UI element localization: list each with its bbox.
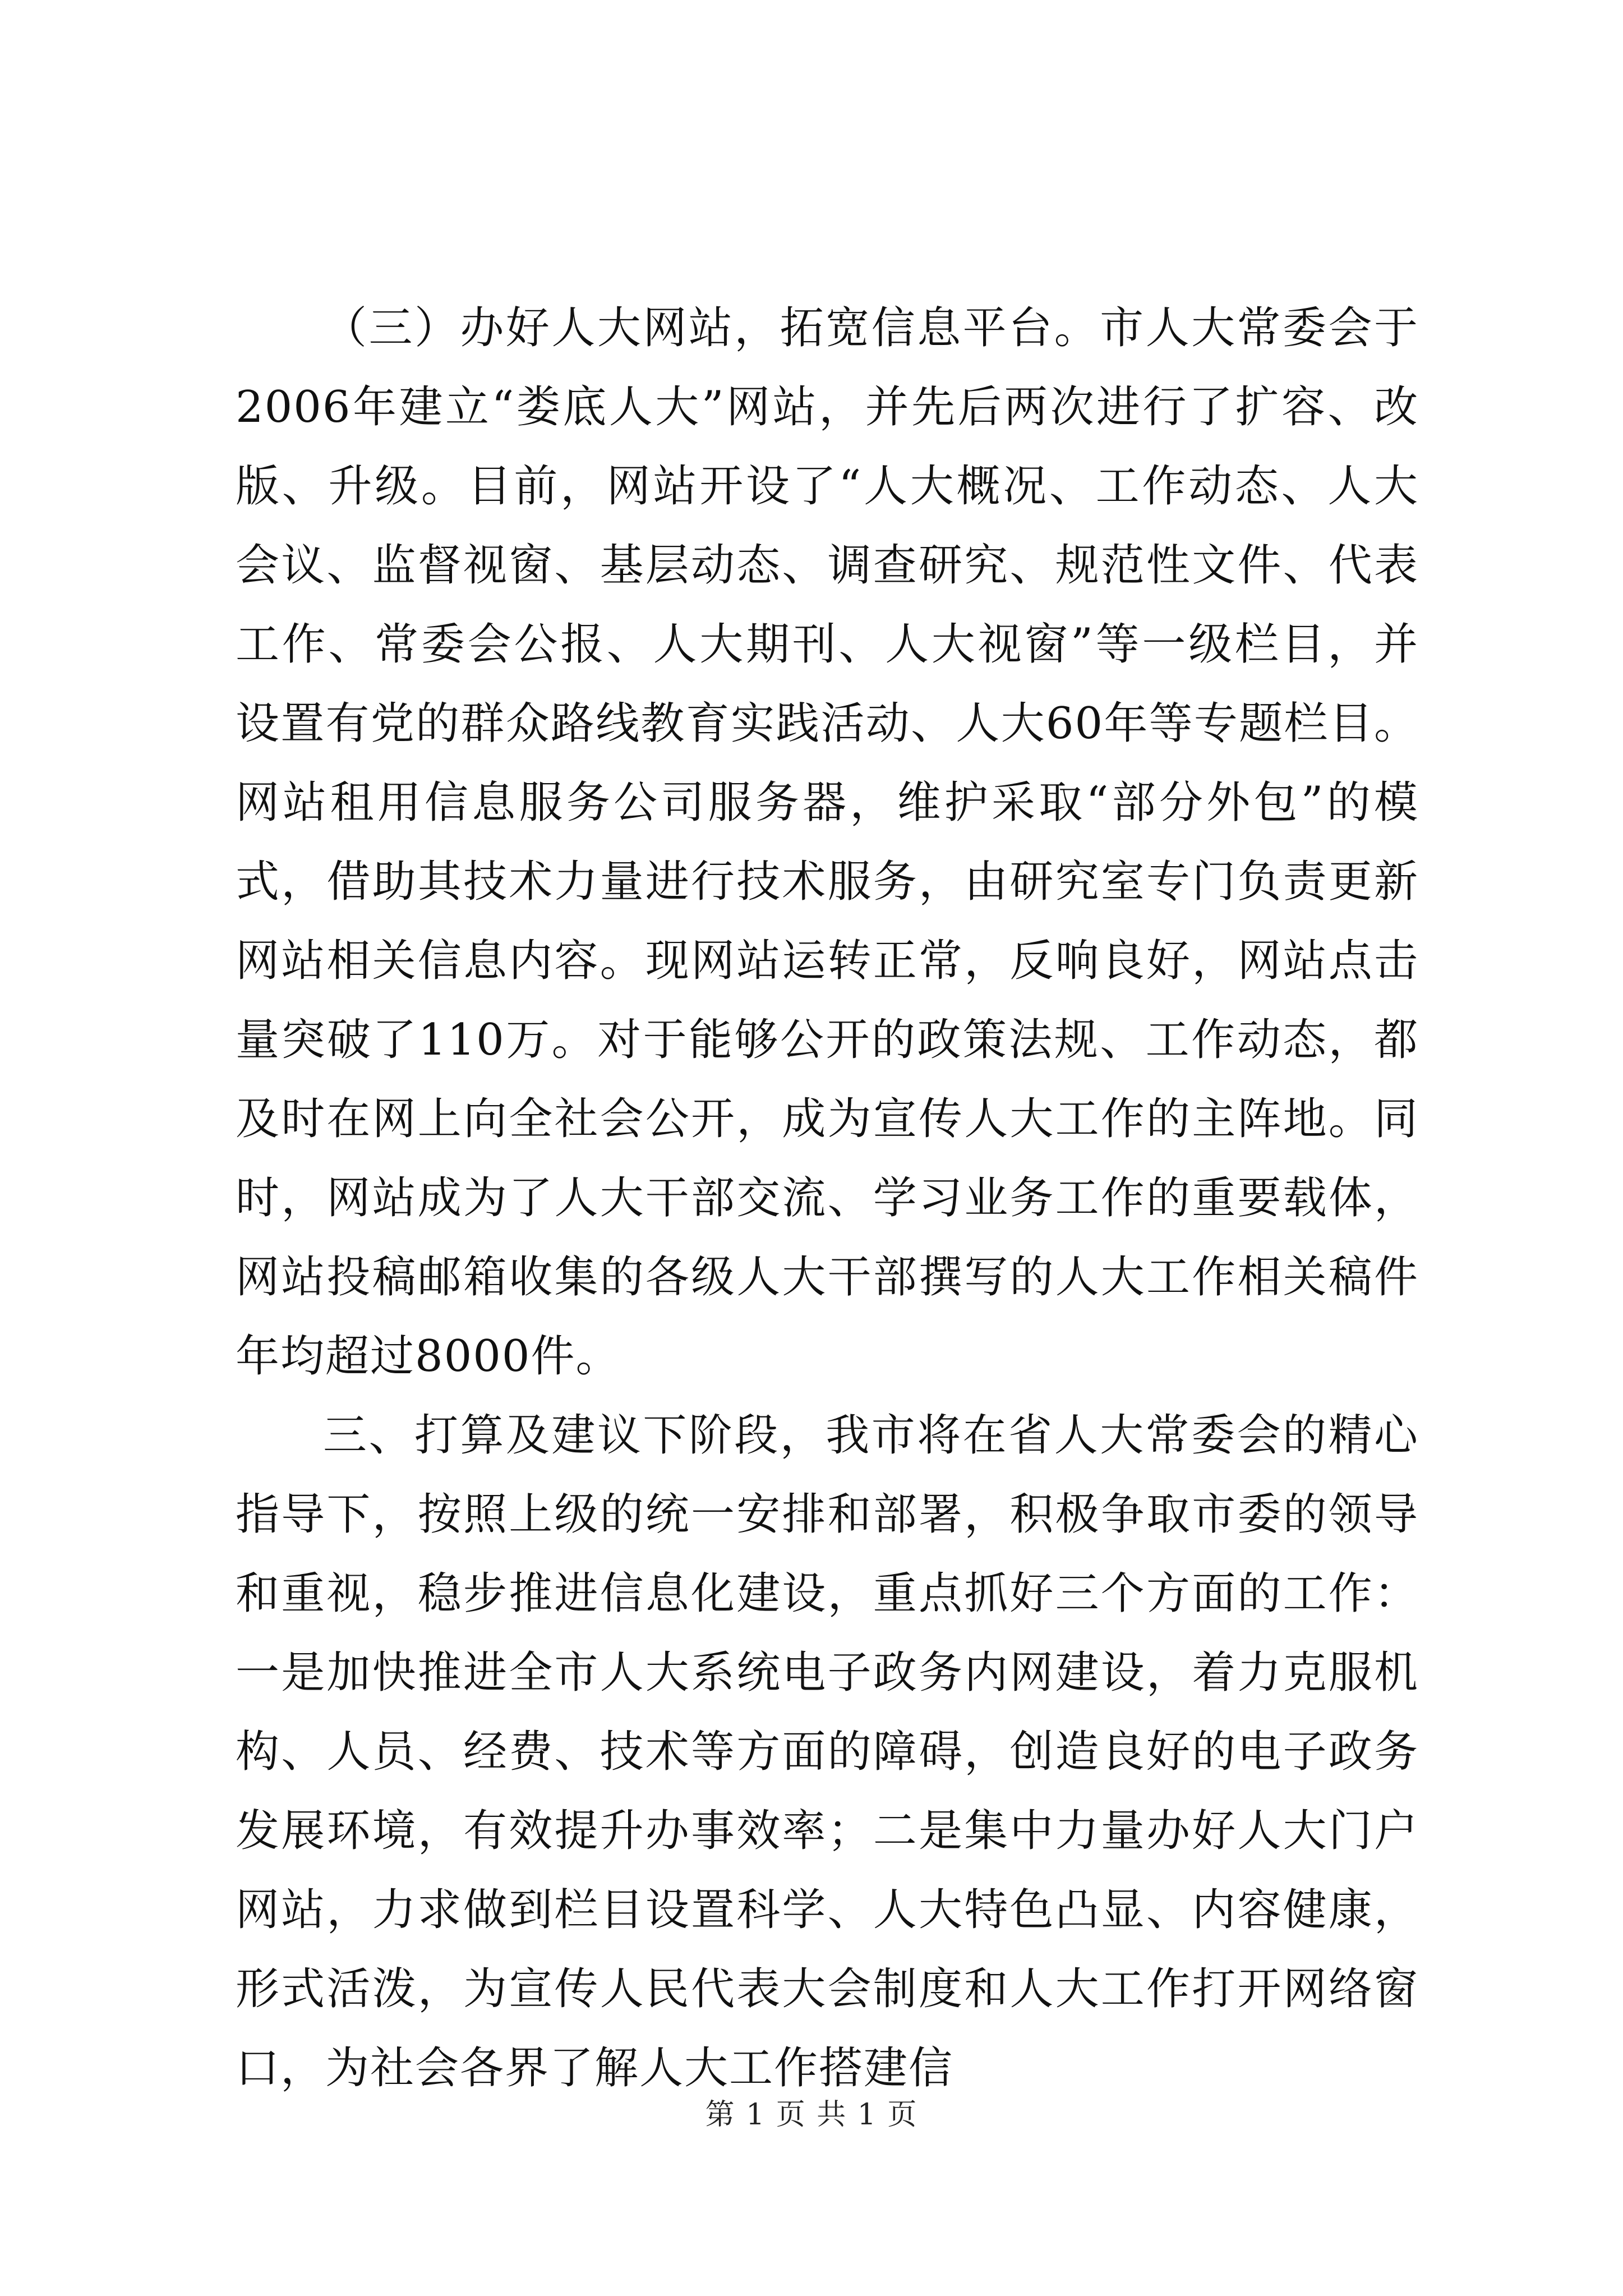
page-footer: 第 1 页 共 1 页 bbox=[705, 2098, 918, 2132]
body-text bbox=[236, 289, 1419, 2108]
paragraph-website-section: （三）办好人大网站，拓宽信息平台。市人大常委会于2006年建立“娄底人大”网站，并先后两次进行了扩容、改版、升级。目前，网站开设了“人大概况、工作动态、人大会议、监督视窗、基层动态、调查研究、规范性文件、代表工作、常委会公报、人大期刊、人大视窗”等一级栏目，并设置有党的群众路线教育实践活动、人大60年等专题栏目。网站租用信息服务公司服务器，维护采取“部分外包”的模式，借助其技术力量进行技术服务，由研究室专门负责更新网站相关信息内容。现网站运转正常，反响良好，网站点击量突破了110万。对于能够公开的政策法规、工作动态，都及时在网上向全社会公开，成为宣传人大工作的主阵地。同时，网站成为了人大干部交流、学习业务工作的重要载体，网站投稿邮箱收集的各级人大干部撰写的人大工作相关稿件年均超过8000件。 bbox=[236, 303, 1419, 1382]
paragraph-plans-suggestions: 三、打算及建议下阶段，我市将在省人大常委会的精心指导下，按照上级的统一安排和部署，积极争取市委的领导和重视，稳步推进信息化建设，重点抓好三个方面的工作：一是加快推进全市人大系统电子政务内网建设，着力克服机构、人员、经费、技术等方面的障碍，创造良好的电子政务发展环境，有效提升办事效率；二是集中力量办好人大门户网站，力求做到栏目设置科学、人大特色凸显、内容健康，形式活泼，为宣传人民代表大会制度和人大工作打开网络窗口，为社会各界了解人大工作搭建信 bbox=[236, 1410, 1419, 2093]
